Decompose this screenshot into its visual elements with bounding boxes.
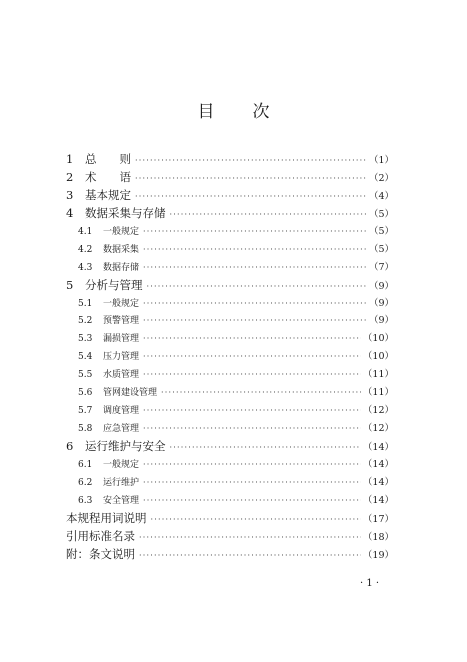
toc-entry-number: 5.4 — [78, 352, 93, 363]
dot-leader — [161, 384, 361, 402]
dot-leader — [143, 456, 361, 474]
toc-entry-number: 6.3 — [78, 495, 93, 506]
toc-entry[interactable] — [66, 151, 394, 169]
toc-entry-page: （19） — [362, 549, 394, 561]
toc-entry-label: 基本规定 — [85, 187, 131, 202]
toc-entry[interactable] — [66, 295, 394, 313]
toc-entry-page: （14） — [362, 458, 394, 470]
dot-leader — [143, 420, 361, 438]
toc-entry-number: 6.1 — [78, 459, 93, 470]
dot-leader — [139, 547, 361, 564]
dot-leader — [143, 330, 361, 348]
toc-entry-page: （11） — [362, 369, 394, 381]
toc-entry-number: 5.3 — [78, 334, 93, 345]
toc-entry[interactable] — [66, 528, 394, 546]
toc-entry[interactable] — [66, 366, 394, 384]
dot-leader — [170, 206, 367, 223]
toc-entry[interactable] — [66, 277, 394, 295]
toc-entry-label: 数据采集 — [103, 244, 140, 255]
toc-entry[interactable] — [66, 456, 394, 474]
toc-entry-label: 一般规定 — [103, 298, 140, 309]
toc-entry-page: （12） — [362, 405, 394, 417]
dot-leader — [135, 170, 367, 187]
toc-entry-label: 调度管理 — [103, 406, 140, 417]
dot-leader — [143, 312, 367, 330]
toc-entry-number: 5.5 — [78, 370, 93, 381]
toc-entry-number: 3 — [66, 187, 74, 202]
toc-entry-page: （5） — [368, 225, 394, 237]
toc-entry-label: 总 则 — [85, 152, 131, 166]
toc-entry[interactable] — [66, 492, 394, 510]
dot-leader — [151, 511, 361, 528]
dot-leader — [143, 348, 361, 366]
toc-entry[interactable] — [66, 169, 394, 187]
toc-entry[interactable] — [66, 384, 394, 402]
toc-entry-page: （1） — [368, 155, 394, 166]
toc-entry[interactable] — [66, 330, 394, 348]
dot-leader — [143, 259, 367, 277]
toc-entry-number: 4.1 — [78, 226, 93, 237]
toc-entry-page: （9） — [368, 280, 394, 292]
toc-entry-page: （18） — [362, 531, 394, 543]
page-number: · 1 · — [360, 578, 380, 589]
toc-entry-number: 5.1 — [78, 298, 93, 309]
toc-entry-page: （7） — [368, 261, 394, 273]
toc-entry[interactable] — [66, 510, 394, 528]
dot-leader — [143, 241, 367, 259]
toc-entry-label: 数据存储 — [103, 262, 140, 273]
toc-entry-page: （14） — [362, 476, 394, 488]
toc-entry-number: 5.6 — [78, 388, 93, 399]
toc-entry-label: 水质管理 — [103, 370, 140, 381]
toc-entry-label: 一般规定 — [103, 459, 140, 470]
toc-entry-label: 分析与管理 — [85, 277, 143, 292]
toc-entry-page: （14） — [362, 442, 394, 453]
toc-entry-label: 运行维护与安全 — [85, 439, 166, 453]
toc-entry-number: 2 — [66, 169, 74, 184]
title-char-2: 次 — [252, 102, 270, 122]
toc-entry-page: （5） — [368, 208, 394, 220]
dot-leader — [139, 529, 361, 546]
dot-leader — [143, 492, 361, 510]
toc-entry[interactable] — [66, 348, 394, 366]
table-of-contents — [66, 151, 394, 564]
dot-leader — [135, 152, 367, 169]
toc-entry-label: 运行维护 — [103, 477, 140, 488]
toc-entry-number: 6.2 — [78, 477, 93, 488]
toc-entry-label: 预警管理 — [103, 316, 140, 327]
toc-entry-label: 压力管理 — [103, 352, 140, 363]
toc-entry-label: 本规程用词说明 — [66, 510, 147, 525]
toc-entry-page: （10） — [362, 351, 394, 363]
dot-leader — [143, 295, 367, 313]
toc-entry[interactable] — [66, 187, 394, 205]
toc-entry[interactable] — [66, 241, 394, 259]
toc-entry-label: 数据采集与存储 — [85, 205, 166, 220]
toc-entry-number: 4 — [66, 205, 74, 220]
toc-entry-label: 安全管理 — [103, 495, 140, 506]
toc-entry-number: 5.2 — [78, 316, 93, 327]
toc-entry[interactable] — [66, 259, 394, 277]
toc-entry-number: 5.8 — [78, 424, 93, 435]
toc-entry-page: （2） — [368, 172, 394, 184]
dot-leader — [143, 474, 361, 492]
dot-leader — [170, 439, 361, 456]
toc-entry[interactable] — [66, 438, 394, 456]
dot-leader — [143, 223, 367, 241]
dot-leader — [143, 402, 361, 420]
toc-entry-label: 漏损管理 — [103, 334, 140, 345]
toc-entry-page: （9） — [368, 315, 394, 327]
toc-entry-page: （14） — [362, 494, 394, 506]
dot-leader — [143, 366, 361, 384]
toc-entry-label: 引用标准名录 — [66, 528, 135, 543]
toc-entry-page: （12） — [362, 423, 394, 435]
dot-leader — [135, 188, 367, 205]
toc-entry-page: （11） — [362, 387, 394, 399]
toc-entry-number: 4.2 — [78, 244, 93, 255]
toc-entry-page: （4） — [368, 190, 394, 202]
toc-entry[interactable] — [66, 546, 394, 564]
toc-entry-number: 5 — [66, 277, 74, 292]
toc-entry-label: 应急管理 — [103, 424, 140, 435]
toc-entry[interactable] — [66, 312, 394, 330]
toc-entry-number: 1 — [66, 152, 74, 166]
toc-entry-page: （10） — [362, 333, 394, 345]
toc-entry-label: 附：条文说明 — [66, 546, 135, 561]
toc-entry[interactable] — [66, 223, 394, 241]
toc-entry-number: 6 — [66, 439, 74, 453]
toc-entry-number: 4.3 — [78, 262, 93, 273]
toc-entry-number: 5.7 — [78, 406, 93, 417]
toc-entry-label: 管网建设管理 — [103, 388, 158, 399]
toc-entry-page: （17） — [362, 513, 394, 525]
toc-entry-page: （9） — [368, 297, 394, 309]
toc-entry[interactable] — [66, 420, 394, 438]
dot-leader — [147, 278, 367, 295]
toc-entry-label: 术 语 — [85, 169, 131, 184]
toc-entry-label: 一般规定 — [103, 226, 140, 237]
toc-entry[interactable] — [66, 205, 394, 223]
title-char-1: 目 — [197, 102, 215, 122]
page-title — [0, 97, 467, 122]
toc-entry-page: （5） — [368, 243, 394, 255]
toc-entry[interactable] — [66, 474, 394, 492]
toc-entry[interactable] — [66, 402, 394, 420]
